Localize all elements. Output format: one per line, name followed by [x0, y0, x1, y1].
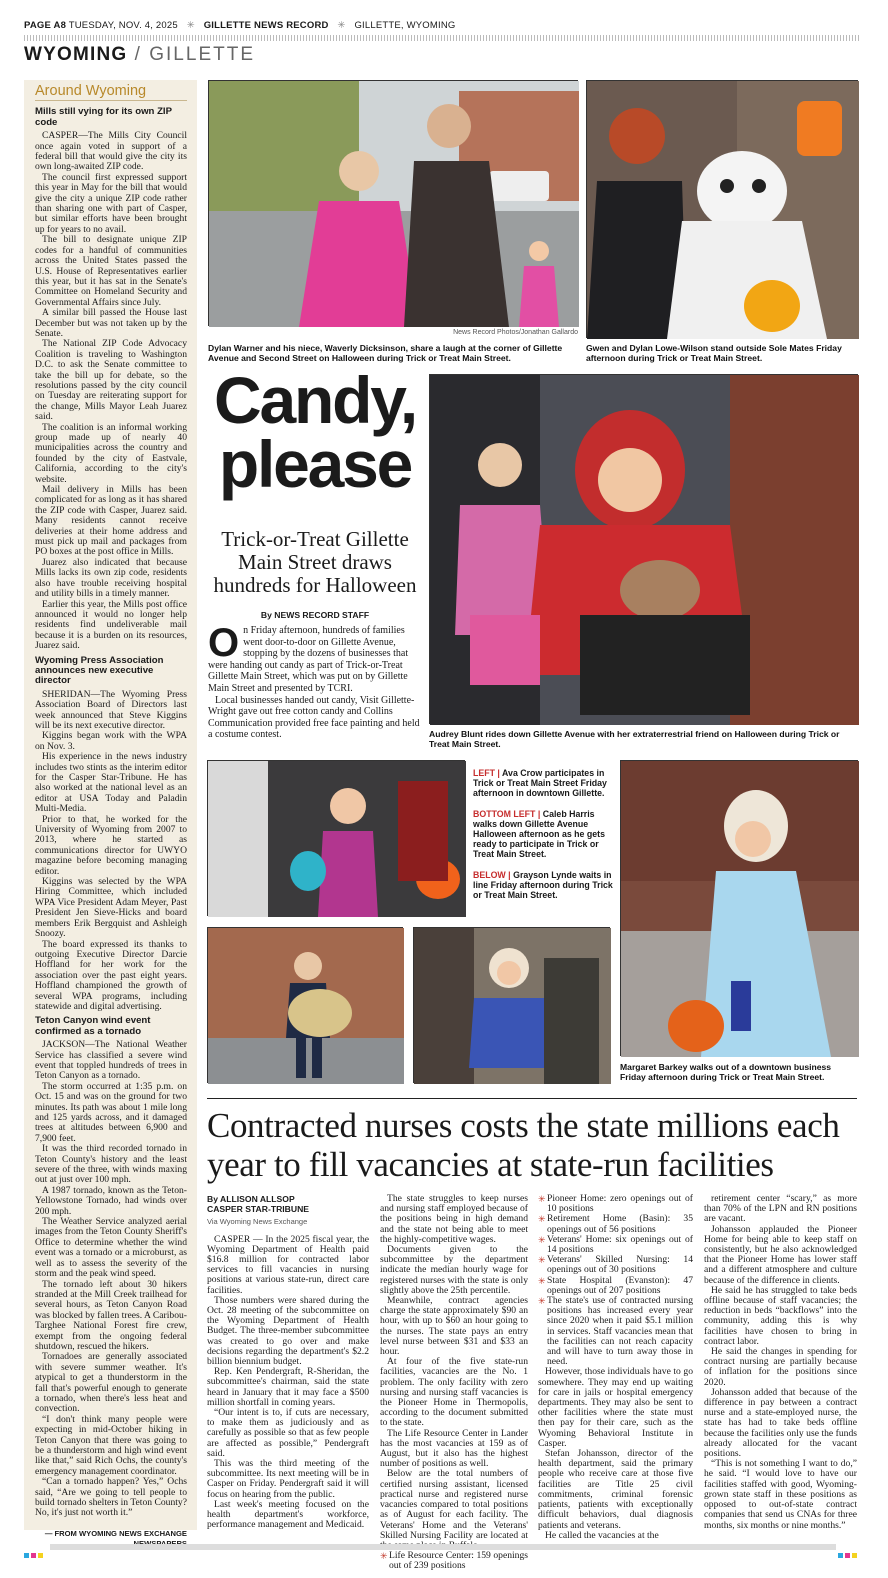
photo-illustration [430, 375, 859, 725]
bullet-text: The state's use of contracted nursing positions has increased every year since 2020 when it paid $5.1 million in services. Staff vacancies mean that the facilities can not reach capacity and will have to turn away those in need. [547, 1295, 693, 1368]
col1-body [207, 1235, 369, 1531]
bullet-star-icon: ✳ [538, 1275, 546, 1286]
sidebar-paragraph: Earlier this year, the Mills post office announced it would no longer help residents find undeliverable mail because it is a burden on its resources, Juarez said. [35, 598, 187, 652]
drop-cap: O [208, 621, 240, 665]
sidebar-paragraph: The board expressed its thanks to outgoing Executive Director Darcie Hoffland for her work for the association over the past eight years. Hoffland championed the growth of several WPA programs, including statewide and digital advertising. [35, 938, 187, 1012]
feature-headline-line1: Candy, [214, 363, 416, 437]
color-square [852, 1553, 857, 1558]
bullet-star-icon: ✳ [538, 1234, 546, 1245]
paragraph: retirement center “scary,” as more than 70% of the LPN and RN positions are vacant. [704, 1193, 857, 1225]
sidebar-paragraph: The storm occurred at 1:35 p.m. on Oct. 15 and was on the ground for two minutes. Its path was about 1 mile long and 125 yards across, and it damaged trees at altitudes between 6,900 and 7,900 feet. [35, 1080, 187, 1144]
bullet-text: Retirement Home (Basin): 35 openings out of 56 positions [547, 1213, 693, 1235]
sidebar-paragraph: “Can a tornado happen? Yes,” Ochs said, “Are we going to tell people to build tornado shelters in Teton County? No, it's just not worth it.” [35, 1476, 187, 1519]
sidebar-story-headline: Mills still vying for its own ZIP code [35, 106, 172, 128]
sidebar-paragraph: The council first expressed support this year in May for the bill that would give the city a unique ZIP code rather than sharing one with part of Casper, but similar efforts have been brought up for years to no avail. [35, 171, 187, 235]
sidebar-paragraph: A similar bill passed the House last December but was not taken up by the Senate. [35, 307, 187, 339]
photo-credit: News Record Photos/Jonathan Gallardo [453, 329, 578, 336]
paragraph: CASPER — In the 2025 fiscal year, the Wyoming Department of Health paid $16.8 million for contracted labor services to fill vacancies in nursing positions at various state-run, direct care facilities. [207, 1233, 369, 1296]
paragraph: He said he has struggled to take beds offline because of staff vacancies; the reduction in beds “backflows” into the community, adding this is why facilities have chosen to bring in contract labor. [704, 1284, 857, 1347]
paragraph: Last week's meeting focused on the health department's workforce, performance management and Medicaid. [207, 1498, 369, 1531]
kicker-text: Caleb Harris walks down Gillette Avenue Halloween afternoon as he gets ready to participate in Trick or Treat Main Street. [473, 809, 605, 859]
photo-illustration [208, 761, 466, 917]
story-outlet: CASPER STAR-TRIBUNE [207, 1204, 310, 1215]
folio-date: TUESDAY, NOV. 4, 2025 [68, 20, 178, 31]
footer-color-squares-left [24, 1545, 45, 1563]
feature-para-1: n Friday afternoon, hundreds of families went door-to-door on Gillette Avenue, stopping by the dozens of businesses that were handing out candy as part of Trick-or-Treat Gillette Main Street, which was put on by Gillette Main Street and presented by TCRI. [208, 625, 409, 694]
story-column-2 [380, 1194, 528, 1572]
bullet-star-icon: ✳ [380, 1551, 388, 1562]
around-wyoming-sidebar [24, 80, 197, 1538]
paragraph: Documents given to the subcommittee by the department indicate the median hourly wage for registered nurses with the state is only slightly above the 25th percentile. [380, 1244, 528, 1296]
bullet-item [538, 1276, 693, 1296]
feature-headline-line2: please [218, 427, 412, 501]
photo-ava-crow [207, 760, 465, 916]
paragraph: He called the vacancies at the [545, 1529, 659, 1541]
kicker-text: Grayson Lynde waits in line Friday afternoon during Trick or Treat Main Street. [473, 870, 613, 900]
story-top-rule [207, 1098, 857, 1099]
color-square [838, 1553, 843, 1558]
color-square [845, 1553, 850, 1558]
bullet-star-icon: ✳ [538, 1194, 546, 1204]
paragraph: Those numbers were shared during the Oct. 28 meeting of the subcommittee on the Wyoming Department of Health Budget. The three-member subcommittee was created to go over and make decisions regarding the department's $2.2 billion biennium budget. [207, 1294, 369, 1368]
paragraph: Johansson added that because of the difference in pay between a contract nurse and a state-employed nurse, the state has had to take beds offline because the facilities only use the funds already allocated for the vacant positions. [704, 1386, 857, 1460]
sidebar-paragraph: His experience in the news industry includes two stints as the interim editor for the Casper Star-Tribune. He has also worked at the national level as an editor at USA Today and Paladin Multi-Media. [35, 751, 187, 815]
story-column-1 [207, 1194, 369, 1531]
star-icon: ✳ [186, 20, 195, 31]
kicker-caption [473, 809, 613, 859]
story-via: Via Wyoming News Exchange [207, 1217, 308, 1227]
photo-illustration [208, 928, 404, 1084]
photo-illustration [621, 761, 859, 1057]
photo-margaret-barkey [620, 760, 858, 1056]
sidebar-stories [35, 107, 187, 1518]
sidebar-paragraph: CASPER—The Mills City Council once again voted in support of a federal bill that would give the city its own long-awaited ZIP code. [35, 130, 187, 173]
paragraph: “Our intent is to, if cuts are necessary, to make them as judiciously and as carefully as possible so that as few people are affected as possible,” Pendergraft said. [207, 1407, 369, 1459]
folio-place: GILLETTE, WYOMING [354, 20, 456, 31]
photo-audrey-blunt [429, 374, 858, 724]
paragraph: Below are the total numbers of certified nursing assistant, licensed practical nurse and registered nurse vacancies compared to total positions as of August for each facility. The Veterans' Home and the Veterans' Skilled Nursing Facility are located at [380, 1468, 528, 1541]
folio-rule [24, 35, 860, 41]
col2-body [380, 1194, 528, 1551]
feature-body [208, 621, 422, 741]
paragraph: However, those individuals have to go somewhere. They may end up waiting for care in jails or hospital emergency departments. They may also be sent to other facilities where the state must then pay for their care, such as the Wyoming Behavioral Institute in Casper. [538, 1366, 693, 1449]
sidebar-paragraph: Kiggins began work with the WPA on Nov. 3. [35, 730, 187, 752]
bullet-star-icon: ✳ [538, 1214, 546, 1225]
paragraph: He said the changes in spending for contract nursing are partially because of inflation for the positions since 2020. [704, 1346, 857, 1388]
sidebar-heading: Around Wyoming [35, 86, 187, 101]
bullet-star-icon: ✳ [538, 1255, 546, 1266]
sidebar-paragraph: Prior to that, he worked for the University of Wyoming from 2007 to 2013, where he started as communications director for UWYO magazine before becoming managing editor. [35, 813, 187, 877]
sidebar-credit: — FROM WYOMING NEWS EXCHANGE [44, 1528, 187, 1538]
kicker-label: BOTTOM LEFT | [473, 809, 541, 819]
paper-name: GILLETTE NEWS RECORD [203, 20, 329, 31]
feature-subtitle: Trick-or-Treat Gillette Main Street draws hundreds for Halloween [213, 527, 417, 597]
paragraph: Rep. Ken Pendergraft, R-Sheridan, the subcommittee's chairman, said the state heard in January that it may face a $500 million shortfall in coming years. [207, 1366, 369, 1408]
sidebar-paragraph: Mail delivery in Mills has been complicated for as long as it has shared the ZIP code with Casper, Juarez said. Many residents cannot receive deliveries at their home address and must pick up mail and packages from PO boxes at the post office in Mills. [35, 484, 187, 558]
paragraph: This was the third meeting of the subcommittee. Its next meeting will be in Casper on Friday. Pendergraft said it will focus on hearing from the public. [207, 1458, 369, 1500]
section-slash: / [127, 44, 150, 65]
col4-body [704, 1194, 857, 1531]
story-column-3 [538, 1194, 693, 1541]
sidebar-paragraph: The National ZIP Code Advocacy Coalition is traveling to Washington D.C. to ask the Senate committee to take the bill up for debate, so the resolutions passed by the city council on Tuesday are reiterating support for the change, Mills Mayor Leah Juarez said. [35, 338, 187, 423]
bullet-item [538, 1194, 693, 1214]
paragraph: Meanwhile, contract agencies charge the state approximately $90 an hour, with up to $60 an hour going to the nurses. The state pays an entry level nurse between $31 and $33 an hour. [380, 1295, 528, 1358]
sidebar-paragraph: The tornado left about 30 hikers stranded at the Mill Creek trailhead for several hours, as Teton Canyon Road was blocked by fallen trees. A Caribou-Targhee National Forest fire crew, exempt from the ongoing federal shutdown, rescued the hikers. [35, 1278, 187, 1352]
kicker-caption [473, 870, 613, 900]
story-column-4 [704, 1194, 857, 1531]
photo-caleb-harris [207, 927, 403, 1083]
sidebar-paragraph: The coalition is an informal working group made up of nearly 40 municipalities across the country and founded by the city of Eastvale, California, according to the city's website. [35, 421, 187, 485]
bullet-text: Pioneer Home: zero openings out of 10 positions [547, 1193, 693, 1215]
caption-4: Margaret Barkey walks out of a downtown business Friday afternoon during Trick or Treat Main Street. [620, 1062, 832, 1082]
page-number: PAGE A8 [24, 20, 67, 31]
photo-illustration [209, 81, 579, 327]
sidebar-paragraph: Tornadoes are generally associated with severe summer weather. It's atypical to get a thunderstorm in the fall that's powerful enough to generate a tornado, when there's less heat and convection. [35, 1351, 187, 1415]
caption-3: Audrey Blunt rides down Gillette Avenue with her extraterrestrial friend on Halloween during Trick or Treat Main Street. [429, 729, 840, 749]
bullet-item [380, 1551, 528, 1571]
paragraph: The Life Resource Center in Lander has the most vacancies at 159 as of August, but it also has the highest number of positions as well. [380, 1427, 528, 1470]
story-headline: Contracted nurses costs the state millions each year to fill vacancies at state-run facilities [207, 1106, 840, 1184]
kicker-label: LEFT | [473, 768, 500, 778]
bullet-text: Life Resource Center: 159 openings out of 239 positions [389, 1550, 528, 1572]
photo-grayson-lynde [413, 927, 610, 1083]
footer-bar [50, 1544, 836, 1550]
color-square [38, 1553, 43, 1558]
photo-dylan-waverly [208, 80, 578, 326]
photo-lowe-wilson [586, 80, 858, 338]
footer-color-squares-right [838, 1545, 859, 1563]
sidebar-paragraph: Kiggins was selected by the WPA Hiring Committee, which included WPA Vice President Adam Meyer, Past President Jen Sieve-Hicks and board members Erik Bergquist and Ashleigh Snoozy. [35, 876, 187, 940]
bullet-text: Veterans' Home: six openings out of 14 positions [547, 1233, 693, 1256]
story-byline: By ALLISON ALLSOP [207, 1194, 295, 1204]
paragraph: Stefan Johansson, director of the health department, said the primary people who receive care at those five facilities are Title 25 civil commitments, criminal forensic patients, patients with exceptionally difficult behaviors, dual diagnosis patients and veterans. [538, 1448, 693, 1531]
bullet-item [538, 1214, 693, 1234]
sidebar-story-headline: Wyoming Press Association announces new executive director [35, 654, 164, 687]
bullet-item [538, 1255, 693, 1275]
color-square [31, 1553, 36, 1558]
bullet-text: Veterans' Skilled Nursing: 14 openings out of 30 positions [547, 1254, 693, 1276]
section-header [24, 44, 255, 66]
sidebar-paragraph: Juarez also indicated that because Mills lacks its own zip code, residents also have trouble receiving hospital and utility bills in a timely manner. [35, 556, 187, 600]
bullet-text: State Hospital (Evanston): 47 openings out of 207 positions [547, 1274, 693, 1296]
sidebar-paragraph: “I don't think many people were expecting in mid-October hiking in Teton Canyon that there was going to be a thunderstorm and high wind event like that,” said Rich Ochs, the county's emergency management coordinator. [35, 1413, 187, 1477]
folio [24, 20, 864, 31]
feature-para-2: Local businesses handed out candy, Visit Gillette-Wright gave out free cotton candy and Collins Communication provided free face painting and held a costume contest. [208, 694, 420, 741]
photo-illustration [414, 928, 611, 1084]
paragraph: At four of the five state-run facilities, vacancies are the No. 1 problem. The only facility with zero nursing and nursing staff vacancies is the Pioneer Home in Thermopolis, according to the document submitted to the state. [380, 1356, 528, 1429]
section-main: WYOMING [24, 44, 128, 65]
sidebar-paragraph: The bill to designate unique ZIP codes for a handful of communities across the United States passed the U.S. House of Representatives earlier this year, but it has sat in the Senate's Committee on Homeland Security and Governmental Affairs since July. [35, 234, 187, 308]
kicker-caption [473, 768, 613, 798]
bullet-item [538, 1235, 693, 1255]
sidebar-paragraph: It was the third recorded tornado in Teton County's history and the least severe of the three, with winds maxing out at just over 100 mph. [35, 1143, 187, 1186]
kicker-text: Ava Crow participates in Trick or Treat Main Street Friday afternoon in downtown Gillette. [473, 768, 607, 798]
kicker-captions [473, 768, 613, 911]
color-square [24, 1553, 29, 1558]
paragraph: “This is not something I want to do,” he said. “I would love to have our facilities staffed with good, Wyoming-grown state staff in these positions as opposed to out-of-state contract companies that send us CNAs for three months, six months or nine months.” [704, 1458, 857, 1531]
feature-headline [208, 363, 422, 501]
sidebar-paragraph: A 1987 tornado, known as the Teton-Yellowstone Tornado, had winds over 200 mph. [35, 1184, 187, 1217]
caption-1: Dylan Warner and his niece, Waverly Dicksinson, share a laugh at the corner of Gillette Avenue and Second Street on Halloween during Trick or Treat Main Street. [208, 343, 563, 363]
bullet-item [538, 1296, 693, 1367]
feature-byline: By NEWS RECORD STAFF [260, 610, 370, 620]
sidebar-paragraph: JACKSON—The National Weather Service has classified a severe wind event that toppled hundreds of trees in Teton Canyon as a tornado. [35, 1039, 187, 1082]
paragraph: The state struggles to keep nurses and nursing staff employed because of the positions being in high demand and the state not being able to meet the highly-competitive wages. [380, 1193, 528, 1245]
caption-2: Gwen and Dylan Lowe-Wilson stand outside Sole Mates Friday afternoon during Trick or Treat Main Street. [586, 343, 842, 363]
section-sub: GILLETTE [149, 44, 255, 65]
bullet-star-icon: ✳ [538, 1296, 546, 1307]
col3-body [538, 1367, 693, 1540]
star-icon: ✳ [337, 20, 346, 31]
sidebar-paragraph: SHERIDAN—The Wyoming Press Association Board of Directors last week announced that Steve Kiggins will be its next executive director. [35, 688, 187, 731]
col3-bullets [538, 1194, 693, 1367]
sidebar-story-headline: Teton Canyon wind event confirmed as a tornado [35, 1015, 151, 1037]
photo-illustration [587, 81, 859, 339]
sidebar-paragraph: The Weather Service analyzed aerial images from the Teton County Sheriff's Office to determine whether the wind event was a tornado or a microburst, as well as to assess the severity of the storm and the peak wind speed. [35, 1216, 187, 1280]
paragraph: Johansson applauded the Pioneer Home for being able to keep staff on consistently, but he also acknowledged that the Pioneer Home has lower staff and a different atmosphere and culture because of the difference in clients. [704, 1223, 857, 1286]
kicker-label: BELOW | [473, 870, 511, 880]
